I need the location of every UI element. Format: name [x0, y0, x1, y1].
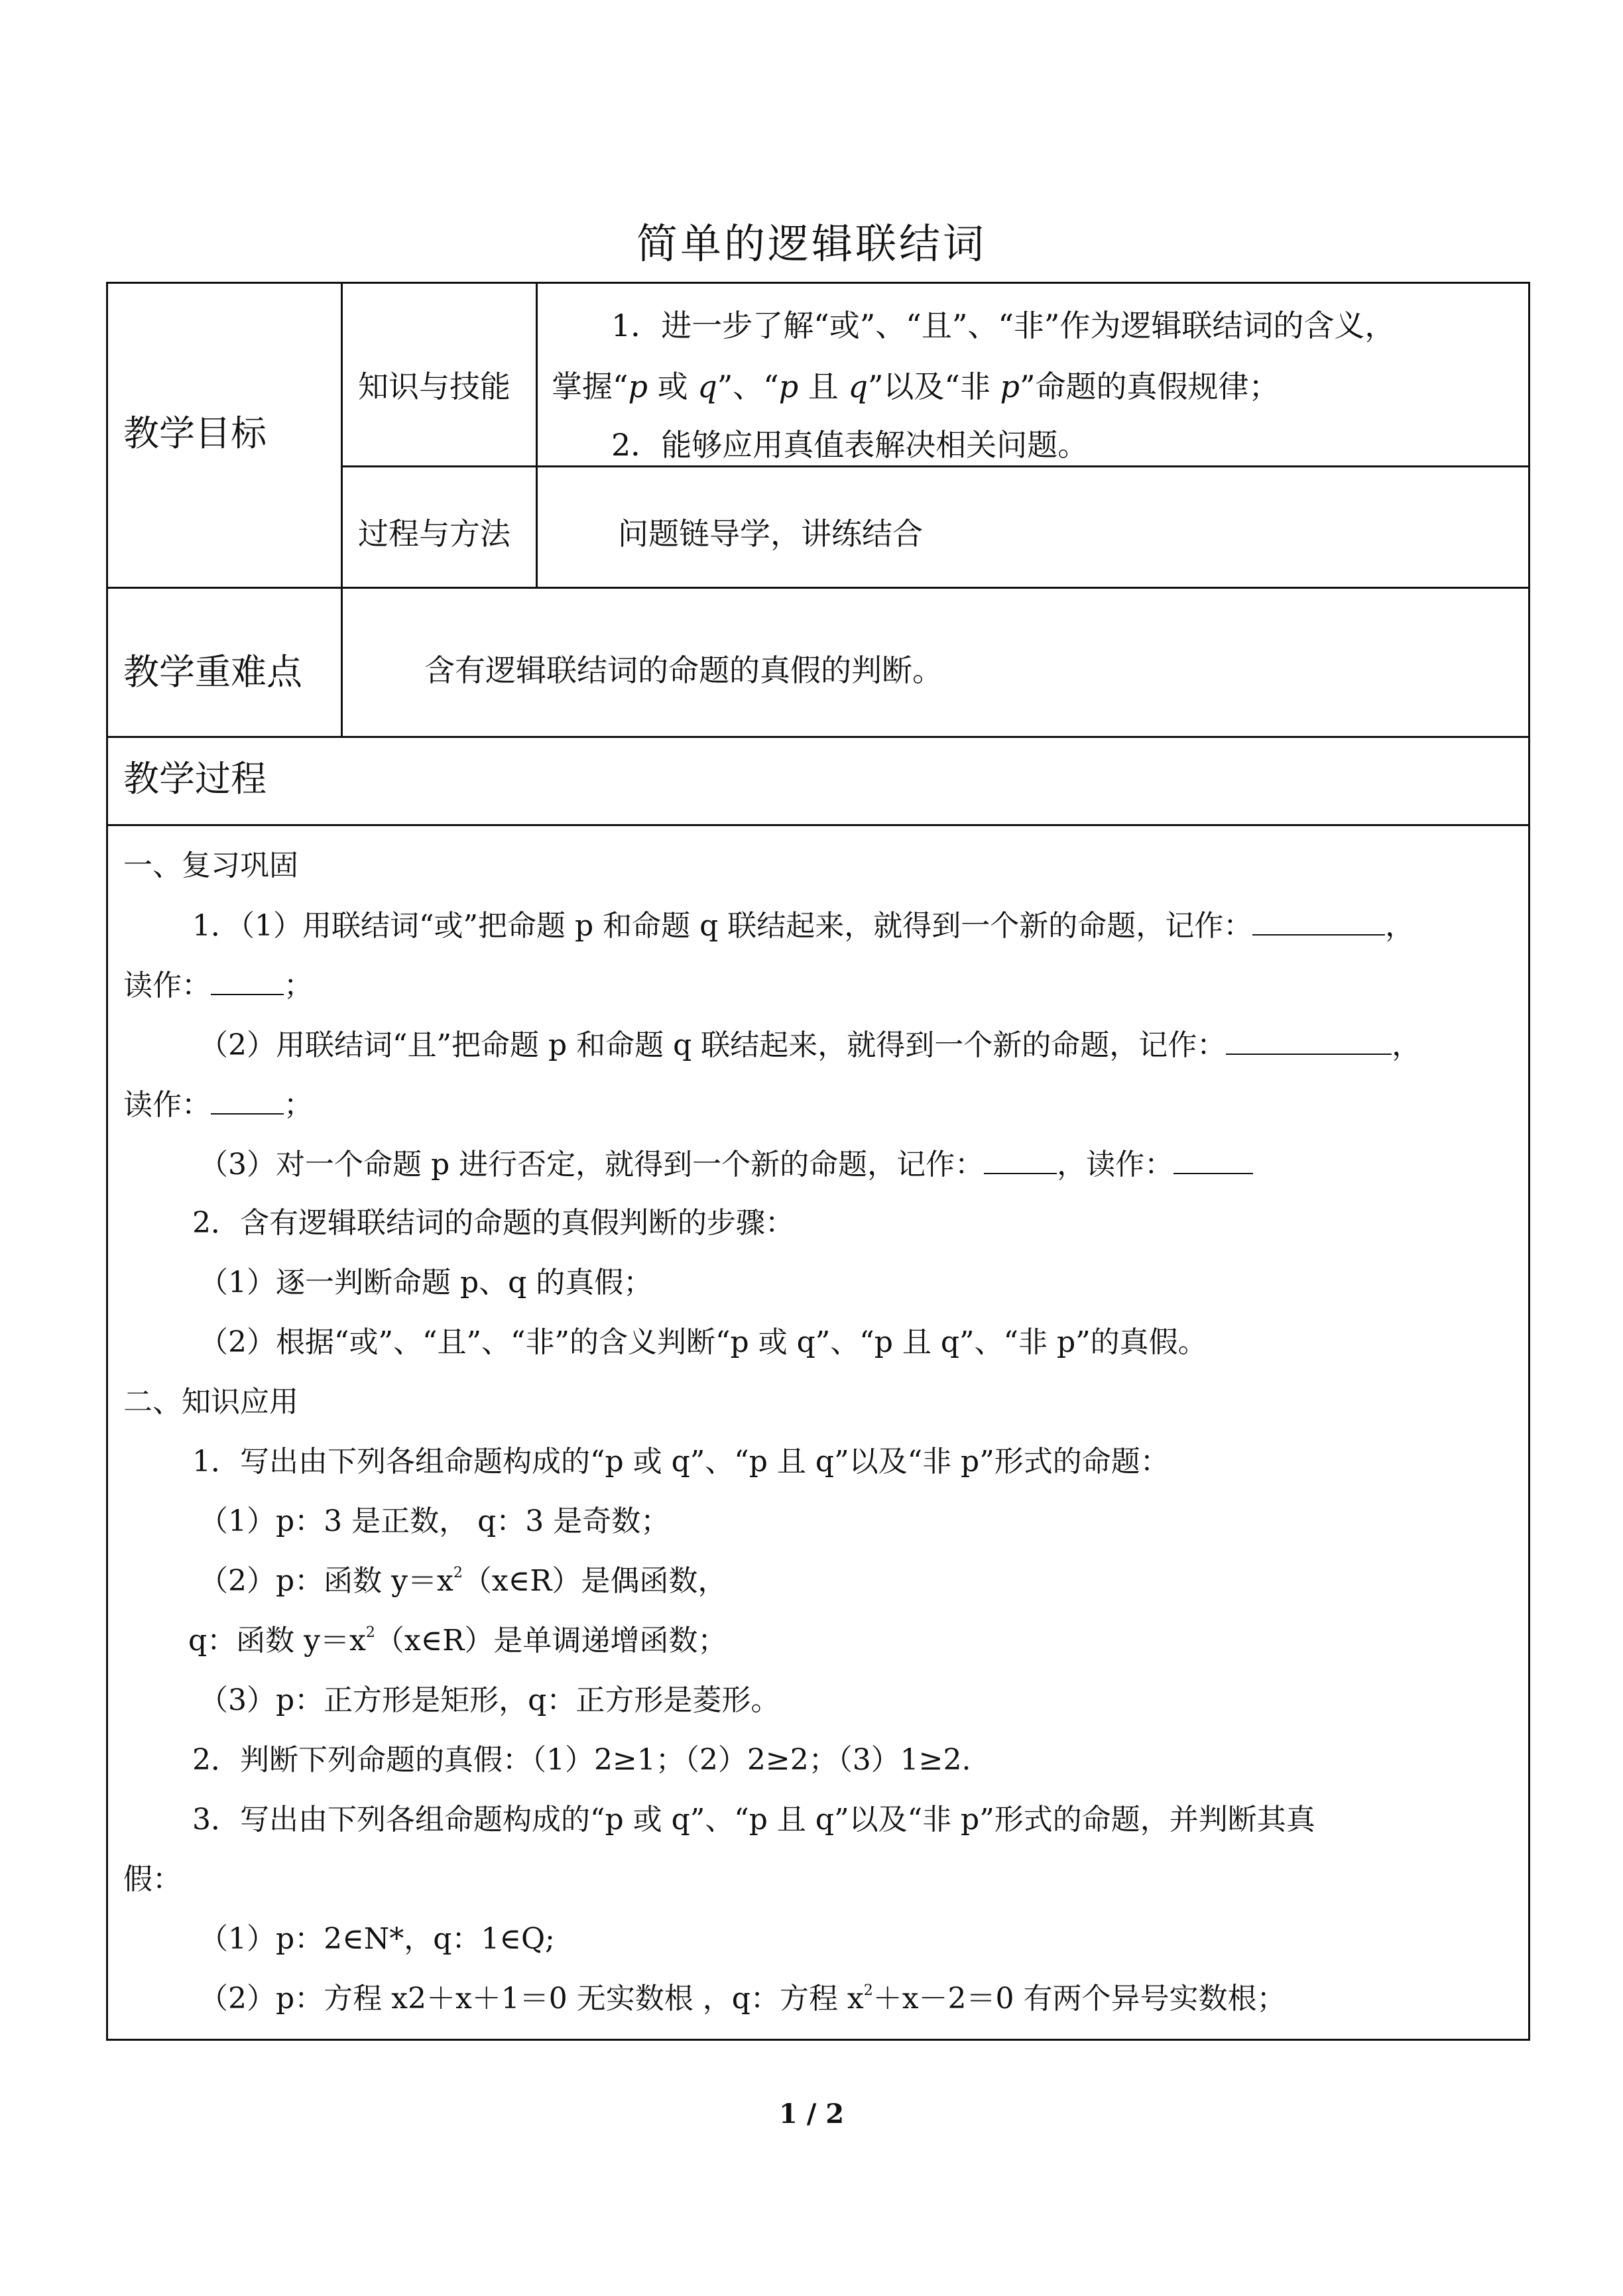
- read-label: 读作：: [123, 1088, 211, 1122]
- keypoints-label: 教学重难点: [123, 651, 302, 693]
- exercise-1-2-q: [188, 1626, 727, 1656]
- item-1-2-read: [123, 1089, 313, 1120]
- item-2-2: （2）根据“或”、“且”、“非”的含义判断“p 或 q”、“p 且 q”、“非 p”的真假。: [199, 1325, 1207, 1359]
- item-1-3: [199, 1149, 1253, 1179]
- answer-blank: [1252, 910, 1385, 936]
- exponent: 2: [863, 1982, 873, 1999]
- item-1-2-read-end: ；: [284, 1088, 313, 1122]
- row-divider: [106, 824, 1530, 826]
- row-divider: [341, 465, 1530, 467]
- read-label: 读作：: [123, 969, 211, 1002]
- section-1-title: 一、复习巩固: [123, 849, 298, 882]
- exercise-3-2-b: ＋x－2＝0 有两个异号实数根；: [872, 1982, 1286, 2016]
- exercise-1-1: （1）p：3 是正数， q：3 是奇数；: [199, 1504, 670, 1538]
- answer-blank: [211, 1089, 284, 1115]
- exercise-1-2: [199, 1564, 727, 1598]
- item-1-3-text: （3）对一个命题 p 进行否定，就得到一个新的命题，记作：: [199, 1148, 985, 1181]
- row-divider: [106, 587, 1530, 589]
- exercise-3-cont: 假：: [123, 1862, 182, 1896]
- item-1-1: [192, 910, 1414, 941]
- item-1-1-end: ，: [1385, 909, 1415, 943]
- item-2-1: （1）逐一判断命题 p、q 的真假；: [199, 1266, 653, 1299]
- knowledge-line-2: 掌握“p 或 q”、“p 且 q”以及“非 p”命题的真假规律；: [552, 369, 1280, 404]
- process-method-label: 过程与方法: [358, 516, 511, 552]
- item-2: 2．含有逻辑联结词的命题的真假判断的步骤：: [192, 1206, 794, 1240]
- answer-blank: [211, 970, 284, 995]
- knowledge-line-1: 1．进一步了解“或”、“且”、“非”作为逻辑联结词的含义，: [611, 308, 1396, 343]
- exercise-3-1: （1）p：2∈N*，q：1∈Q;: [199, 1922, 555, 1956]
- item-1-1-read: [123, 970, 313, 1000]
- exercise-3: 3．写出由下列各组命题构成的“p 或 q”、“p 且 q”以及“非 p”形式的命题，并判断其真: [192, 1803, 1315, 1837]
- exercise-2: 2．判断下列命题的真假：（1）2≥1；（2）2≥2；（3）1≥2.: [192, 1743, 971, 1777]
- process-method-text: 问题链导学，讲练结合: [618, 516, 923, 552]
- answer-blank: [1226, 1030, 1392, 1055]
- knowledge-label: 知识与技能: [358, 369, 511, 404]
- exercise-1-2-b: （x∈R）是偶函数，: [462, 1564, 727, 1598]
- item-1-1-text: 1．（1）用联结词“或”把命题 p 和命题 q 联结起来，就得到一个新的命题，记作：: [192, 909, 1253, 943]
- page-title: 简单的逻辑联结词: [636, 219, 987, 268]
- item-1-2-end: ，: [1392, 1028, 1421, 1062]
- row-divider: [106, 736, 1530, 738]
- col-divider: [536, 282, 538, 587]
- exercise-1: 1．写出由下列各组命题构成的“p 或 q”、“p 且 q”以及“非 p”形式的命题：: [192, 1445, 1170, 1479]
- col-divider: [341, 282, 343, 736]
- exercise-1-3: （3）p：正方形是矩形，q：正方形是菱形。: [199, 1683, 780, 1717]
- item-1-2-text: （2）用联结词“且”把命题 p 和命题 q 联结起来，就得到一个新的命题，记作：: [199, 1028, 1227, 1062]
- process-header: 教学过程: [123, 758, 267, 800]
- exponent: 2: [365, 1624, 375, 1641]
- item-1-3-read: ，读作：: [1057, 1148, 1174, 1181]
- answer-blank: [1173, 1149, 1253, 1174]
- answer-blank: [984, 1149, 1057, 1174]
- exercise-3-2-a: （2）p：方程 x2＋x＋1＝0 无实数根 ，q：方程 x: [199, 1982, 864, 2016]
- exponent: 2: [453, 1565, 463, 1581]
- keypoints-text: 含有逻辑联结词的命题的真假的判断。: [424, 652, 943, 688]
- section-2-title: 二、知识应用: [123, 1385, 298, 1419]
- exercise-1-2-q-a: q：函数 y＝x: [188, 1624, 366, 1658]
- knowledge-line-3: 2．能够应用真值表解决相关问题。: [611, 427, 1089, 463]
- goals-label: 教学目标: [123, 412, 267, 454]
- exercise-3-2: [199, 1984, 1286, 2014]
- exercise-1-2-a: （2）p：函数 y＝x: [199, 1564, 453, 1598]
- page-number: 1 / 2: [778, 2098, 845, 2130]
- item-1-2: [199, 1030, 1421, 1060]
- exercise-1-2-q-b: （x∈R）是单调递增函数；: [375, 1624, 727, 1658]
- item-1-1-read-end: ；: [284, 969, 313, 1002]
